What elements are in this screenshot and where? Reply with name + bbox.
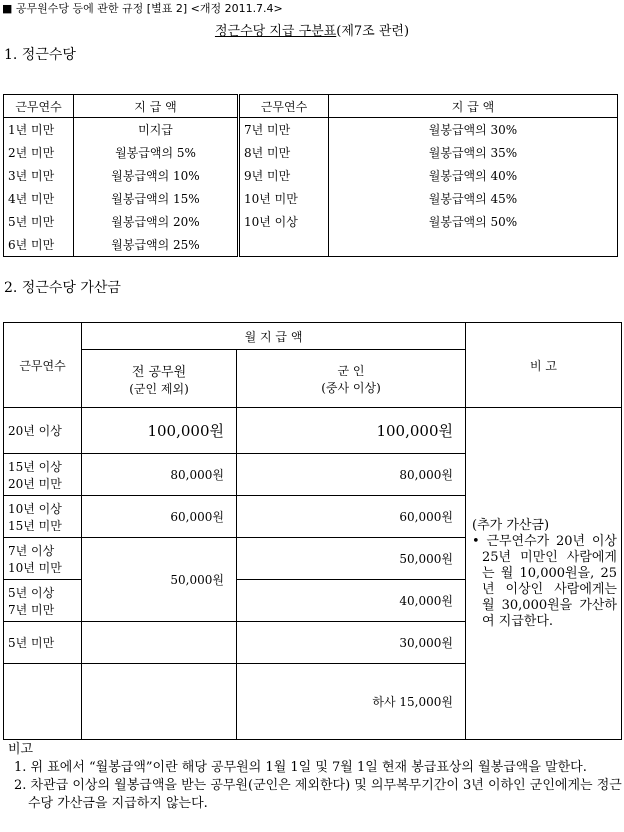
years-cell (4, 496, 82, 538)
pay-cell: 월봉급액의 50% (329, 210, 618, 233)
title-ref: (제7조 관련) (336, 24, 410, 39)
years-line: 5년 미만 (8, 636, 55, 650)
pay-cell: 월봉급액의 5% (74, 141, 239, 164)
years-line: 10년 이상 (8, 501, 62, 516)
col-header-remarks: 비 고 (466, 323, 622, 408)
years-cell: 2년 미만 (4, 141, 74, 164)
col-header-civil (82, 350, 237, 408)
years-cell: 9년 미만 (239, 164, 329, 187)
years-cell (239, 233, 329, 257)
years-cell: 3년 미만 (4, 164, 74, 187)
civil-line1: 전 공무원 (131, 364, 187, 380)
col-header-pay: 지 급 액 (74, 95, 239, 118)
civil-amount: 50,000원 (82, 538, 237, 622)
col-header-pay: 지 급 액 (329, 95, 618, 118)
military-amount: 30,000원 (237, 622, 466, 664)
years-cell: 10년 이상 (239, 210, 329, 233)
remark-body: • 근무연수가 20년 이상 25년 미만인 사람에게는 월 10,000원을, 25년 이상인 사람에게는 월 30,000원을 가산하여 지급한다. (472, 533, 617, 629)
notes (8, 741, 624, 813)
document-header (2, 0, 283, 16)
section1-heading: 1. 정근수당 (4, 47, 76, 63)
note-item: 1. 위 표에서 “월봉급액”이란 해당 공무원의 1월 1일 및 7월 1일 현재 봉급표상의 월봉급액을 말한다. (14, 760, 587, 775)
years-cell (4, 408, 82, 454)
military-amount: 50,000원 (237, 538, 466, 580)
years-line: 7년 미만 (8, 602, 55, 617)
years-line: 10년 미만 (8, 560, 62, 575)
military-amount: 100,000원 (237, 408, 466, 454)
pay-cell: 월봉급액의 20% (74, 210, 239, 233)
civil-amount (82, 664, 237, 740)
pay-cell: 월봉급액의 45% (329, 187, 618, 210)
pay-cell: 월봉급액의 30% (329, 118, 618, 142)
col-header-years: 근무연수 (239, 95, 329, 118)
col-header-military (237, 350, 466, 408)
col-header-years: 근무연수 (4, 323, 82, 408)
pay-cell: 월봉급액의 40% (329, 164, 618, 187)
years-line: 15년 미만 (8, 518, 62, 533)
pay-cell: 월봉급액의 15% (74, 187, 239, 210)
civil-amount: 60,000원 (82, 496, 237, 538)
years-cell: 8년 미만 (239, 141, 329, 164)
remarks-cell (466, 408, 622, 740)
notes-title: 비고 (8, 742, 34, 757)
years-cell (4, 538, 82, 580)
allowance-table (3, 94, 618, 257)
years-line: 20년 이상 (8, 424, 62, 438)
years-cell (4, 454, 82, 496)
pay-cell (329, 233, 618, 257)
military-line1: 군 인 (337, 363, 365, 378)
years-line: 20년 미만 (8, 476, 62, 491)
page-title (0, 20, 624, 39)
years-cell (4, 664, 82, 740)
military-amount: 40,000원 (237, 580, 466, 622)
years-cell: 4년 미만 (4, 187, 74, 210)
pay-cell: 월봉급액의 10% (74, 164, 239, 187)
square-bullet-icon: ■ (2, 2, 13, 15)
title-main: 정근수당 지급 구분표 (214, 24, 337, 39)
years-line: 15년 이상 (8, 459, 62, 474)
military-amount: 하사 15,000원 (237, 664, 466, 740)
military-amount: 80,000원 (237, 454, 466, 496)
years-line: 7년 이상 (8, 543, 55, 558)
section2-heading: 2. 정근수당 가산금 (4, 280, 121, 296)
col-header-monthly: 월 지 급 액 (82, 323, 466, 350)
military-line2: (중사 이상) (321, 380, 381, 395)
civil-amount (82, 622, 237, 664)
bonus-table (3, 322, 622, 740)
years-cell (4, 622, 82, 664)
civil-amount: 80,000원 (82, 454, 237, 496)
military-amount: 60,000원 (237, 496, 466, 538)
years-cell: 10년 미만 (239, 187, 329, 210)
col-header-years: 근무연수 (4, 95, 74, 118)
years-cell (4, 580, 82, 622)
years-cell: 7년 미만 (239, 118, 329, 142)
remark-title: (추가 가산금) (472, 517, 550, 533)
years-cell: 1년 미만 (4, 118, 74, 142)
years-cell: 6년 미만 (4, 233, 74, 257)
pay-cell: 월봉급액의 25% (74, 233, 239, 257)
header-text: 공무원수당 등에 관한 규정 [별표 2] <개정 2011.7.4> (15, 2, 283, 15)
pay-cell: 월봉급액의 35% (329, 141, 618, 164)
civil-line2: (군인 제외) (129, 381, 189, 396)
years-line: 5년 이상 (8, 585, 55, 600)
civil-amount: 100,000원 (82, 408, 237, 454)
note-item: 2. 차관급 이상의 월봉급액을 받는 공무원(군인은 제외한다) 및 의무복무기간이 3년 이하인 군인에게는 정근수당 가산금을 지급하지 않는다. (14, 778, 622, 811)
pay-cell: 미지급 (74, 118, 239, 142)
years-cell: 5년 미만 (4, 210, 74, 233)
